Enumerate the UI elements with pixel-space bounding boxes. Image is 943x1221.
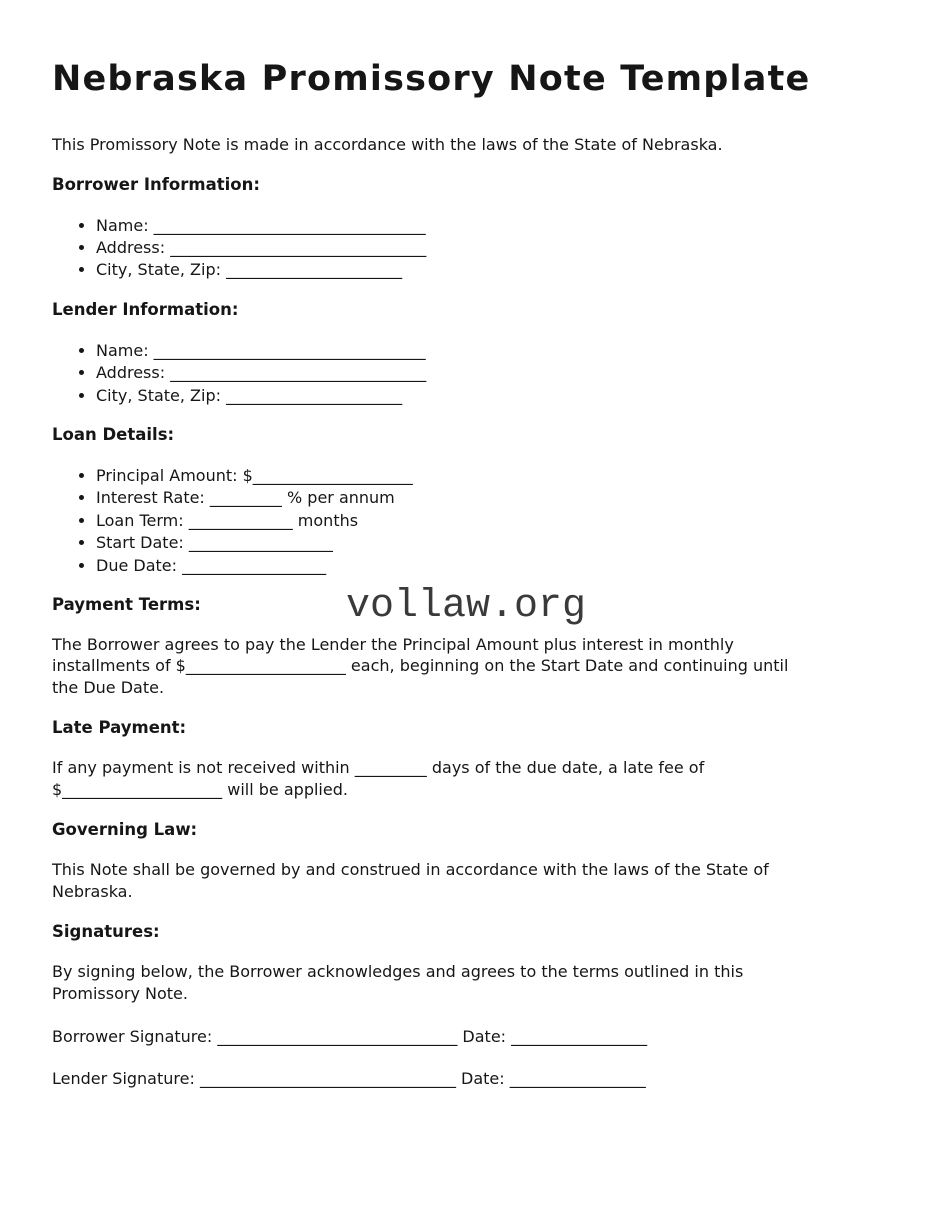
paragraph-line: installments of $____________________ each, beginning on the Start Date and continuing until [52,656,789,676]
payment-terms-paragraph [52,634,891,699]
section-heading-loan-details: Loan Details: [52,424,175,444]
section-heading-governing-law: Governing Law: [52,820,198,840]
section-heading-lender-information: Lender Information: [52,299,239,319]
section-heading-signatures: Signatures: [52,922,160,942]
lender-name-field-line: • Name: __________________________________ [96,340,891,362]
borrower-address-field-line: • Address: ________________________________ [96,237,891,259]
section-heading-payment-terms: Payment Terms: [52,594,201,614]
borrower-name-field-line: • Name: __________________________________ [96,215,891,237]
paragraph-line: The Borrower agrees to pay the Lender the Principal Amount plus interest in monthly [52,634,734,654]
borrower-signature-line: Borrower Signature: ______________________________ Date: _________________ [52,1027,648,1047]
loan-details-list [52,465,891,577]
lender-address-field-line: • Address: ________________________________ [96,362,891,384]
borrower-info-list [52,215,891,282]
paragraph-line: $____________________ will be applied. [52,779,348,799]
paragraph-line: Promissory Note. [52,983,188,1003]
section-heading-late-payment: Late Payment: [52,718,187,738]
late-payment-paragraph [52,757,891,800]
paragraph-line: This Note shall be governed by and construed in accordance with the laws of the State of [52,860,769,880]
lender-signature-line: Lender Signature: ________________________________ Date: _________________ [52,1068,646,1088]
document-title: Nebraska Promissory Note Template [52,59,811,99]
lender-city-state-zip-field-line: • City, State, Zip: ______________________ [96,385,891,407]
interest-rate-field-line: • Interest Rate: _________ % per annum [96,487,891,509]
signatures-paragraph [52,961,891,1004]
intro-text: This Promissory Note is made in accordance with the laws of the State of Nebraska. [52,135,723,154]
loan-term-field-line: • Loan Term: _____________ months [96,510,891,532]
paragraph-line: Nebraska. [52,881,133,901]
paragraph-line: If any payment is not received within _________ days of the due date, a late fee of [52,758,705,778]
paragraph-line: By signing below, the Borrower acknowledges and agrees to the terms outlined in this [52,962,744,982]
vollaw-watermark: vollaw.org [346,584,587,629]
lender-info-list [52,340,891,407]
section-heading-borrower-information: Borrower Information: [52,174,260,194]
principal-amount-field-line: • Principal Amount: $____________________ [96,465,891,487]
due-date-field-line: • Due Date: __________________ [96,555,891,577]
start-date-field-line: • Start Date: __________________ [96,532,891,554]
borrower-city-state-zip-field-line: • City, State, Zip: ______________________ [96,259,891,281]
governing-law-paragraph [52,859,891,902]
paragraph-line: the Due Date. [52,677,165,697]
